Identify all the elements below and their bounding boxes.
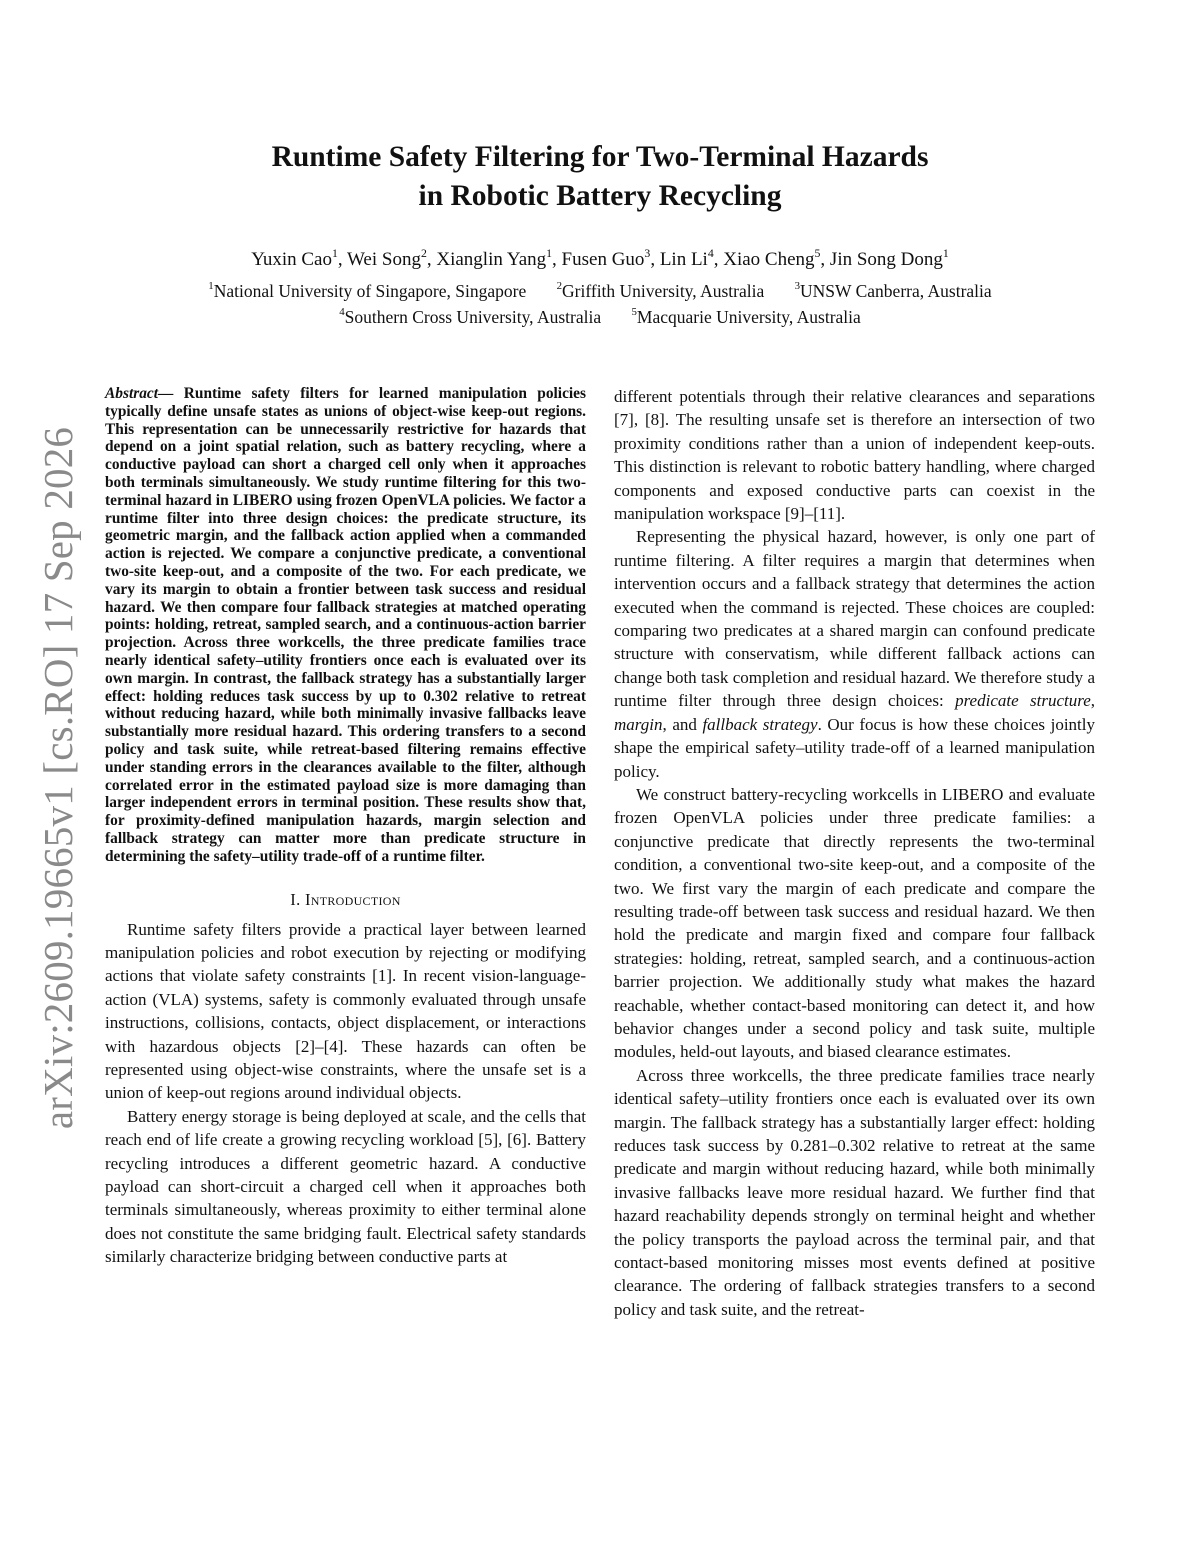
author: Yuxin Cao$^1$ — [251, 246, 338, 270]
affiliation: $^4$Southern Cross University, Australia — [339, 306, 602, 327]
affiliation: $^3$UNSW Canberra, Australia — [794, 280, 992, 301]
title-line-1: Runtime Safety Filtering for Two-Terminal Hazards — [271, 141, 929, 173]
affiliation-row — [60, 278, 1140, 304]
arxiv-identifier — [35, 426, 81, 1130]
section-heading-introduction: I. Introduction — [290, 889, 401, 909]
paragraph: different potentials through their relative clearances and separations [7], [8]. The resulting unsafe set is therefore an intersection of two proximity conditions rather than a union of independent keep-outs. This distinction is relevant to robotic battery handling, where charged components and exposed conductive parts can coexist in the manipulation workspace [9]–[11]. — [614, 387, 1095, 524]
author: Jin Song Dong$^1$ — [829, 246, 949, 270]
paper-title — [150, 138, 1050, 216]
paragraph: Across three workcells, the three predicate families trace nearly identical safety–utility frontiers once each is evaluated over its own margin. The fallback strategy has a substantially larger effect: holding reduces task success by 0.281–0.302 relative to retreat at the same predicate and margin without reducing hazard, while both minimally invasive fallbacks leave more residual hazard. We further find that hazard reachability depends strongly on terminal height and whether the policy transports the payload across the terminal pair, and that contact-based monitoring misses most events defined at positive clearance. The ordering of fallback strategies transfers to a second policy and task suite, and the retreat- — [614, 1065, 1095, 1319]
left-column — [105, 385, 586, 1269]
emphasis: margin — [614, 714, 663, 734]
paragraph: Representing the physical hazard, however, is only one part of runtime filtering. A filter requires a margin that determines when intervention occurs and a fallback strategy that determines the action executed when the command is rejected. These choices are coupled: comparing two predicates at a shared margin can confound predicate structure with conservatism, while different fallback actions can change both task completion and residual hazard. We therefore study a runtime filter through three design choices: predicate structure, margin, and fallback strategy. Our focus is how these choices jointly shape the empirical safety–utility trade-off of a learned manipulation policy. — [614, 527, 1095, 781]
abstract: Abstract— Runtime safety filters for learned manipulation policies typically define unsafe states as unions of object-wise keep-out regions. This representation can be unnecessarily restrictive for hazards that depend on a joint spatial relation, such as battery recycling, where a conductive payload can short a charged cell only when it approaches both terminals simultaneously. We study runtime filtering for this two-terminal hazard in LIBERO using frozen OpenVLA policies. We factor a runtime filter into three design choices: the predicate structure, its geometric margin, and the fallback action applied when a commanded action is rejected. We compare a conjunctive predicate, a conventional two-site keep-out, and a composite of the two. For each predicate, we vary its margin to obtain a frontier between task success and residual hazard. We then compare four fallback strategies at matched operating points: holding, retreat, sampled search, and a continuous-action barrier projection. Across three workcells, the three predicate families trace nearly identical safety–utility frontiers once each is evaluated over its own margin. In contrast, the fallback strategy has a substantially larger effect: holding reduces task success by up to 0.302 relative to retreat without reducing hazard, while both minimally invasive fallbacks leave substantially more residual hazard. This ordering transfers to a second policy and task suite, while retreat-based filtering remains effective under standing errors in the clearances available to the filter, although correlated error in the estimated payload size is more damaging than larger independent errors in terminal position. These results show that, for proximity-defined manipulation hazards, margin selection and fallback strategy can matter more than predicate structure in determining the safety–utility trade-off of a runtime filter. — [105, 385, 586, 865]
affiliation: $^1$National University of Singapore, Singapore — [208, 280, 527, 301]
author: Fusen Guo$^3$ — [561, 246, 651, 270]
introduction-body-right — [614, 385, 1095, 1321]
paragraph: We construct battery-recycling workcells in LIBERO and evaluate frozen OpenVLA policies under three predicate families: a conjunctive predicate that directly represents the two-terminal condition, a conventional two-site keep-out, and a composite of the two. We first vary the margin of each predicate and compare the resulting trade-off between task success and residual hazard. We then hold the predicate and margin fixed and compare four fallback strategies: holding, retreat, sampled search, and a continuous-action barrier projection. We additionally study what makes the hazard reachable, whether contact-based monitoring can detect it, and how behavior changes under a second policy and task suite, multiple modules, held-out layouts, and biased clearance estimates. — [614, 784, 1095, 1062]
affiliation-row — [60, 304, 1140, 330]
introduction-body-left — [105, 918, 586, 1269]
emphasis: predicate structure — [955, 691, 1091, 711]
abstract-text: Runtime safety filters for learned manipulation policies typically define unsafe states as unions of object-wise keep-out regions. This representation can be unnecessarily restrictive for hazards that depend on a joint spatial relation, such as battery recycling, where a conductive payload can short a charged cell only when it approaches both terminals simultaneously. We study runtime filtering for this two-terminal hazard in LIBERO using frozen OpenVLA policies. We factor a runtime filter into three design choices: the predicate structure, its geometric margin, and the fallback action applied when a commanded action is rejected. We compare a conjunctive predicate, a conventional two-site keep-out, and a composite of the two. For each predicate, we vary its margin to obtain a frontier between task success and residual hazard. We then compare four fallback strategies at matched operating points: holding, retreat, sampled search, and a continuous-action barrier projection. Across three workcells, the three predicate families trace nearly identical safety–utility frontiers once each is evaluated over its own margin. In contrast, the fallback strategy has a substantially larger effect: holding reduces task success by up to 0.302 relative to retreat without reducing hazard, while both minimally invasive fallbacks leave substantially more residual hazard. This ordering transfers to a second policy and task suite, while retreat-based filtering remains effective under standing errors in the clearances available to the filter, although correlated error in the estimated payload size is more damaging than larger independent errors in terminal position. These results show that, for proximity-defined manipulation hazards, margin selection and fallback strategy can matter more than predicate structure in determining the safety–utility trade-off of a runtime filter. — [105, 385, 586, 865]
right-column — [614, 385, 1095, 1321]
author: Lin Li$^4$ — [659, 246, 714, 270]
title-line-2: in Robotic Battery Recycling — [418, 180, 782, 212]
affiliation: $^2$Griffith University, Australia — [556, 280, 765, 301]
arxiv-identifier-text: arXiv:2609.19665v1 [cs.RO] 17 Sep 2026 — [35, 426, 81, 1130]
author: Xianglin Yang$^1$ — [436, 246, 553, 270]
paragraph: Battery energy storage is being deployed at scale, and the cells that reach end of life create a growing recycling workload [5], [6]. Battery recycling introduces a different geometric hazard. A conductive payload can short-circuit a charged cell when it approaches both terminals simultaneously, whereas proximity to either terminal alone does not constitute the same bridging fault. Electrical safety standards similarly characterize bridging between conductive parts at — [105, 1106, 586, 1267]
affiliations — [60, 278, 1140, 330]
paragraph: Runtime safety filters provide a practical layer between learned manipulation policies and robot execution by rejecting or modifying actions that violate safety constraints [1]. In recent vision-language-action (VLA) systems, safety is commonly evaluated through unsafe instructions, collisions, contacts, object displacement, or interactions with hazardous objects [2]–[4]. These hazards can often be represented using object-wise constraints, where the unsafe set is a union of keep-out regions around individual objects. — [105, 919, 586, 1103]
author: Xiao Cheng$^5$ — [723, 246, 821, 270]
abstract-label: Abstract — [105, 385, 159, 402]
emphasis: fallback strategy — [702, 714, 818, 734]
author: Wei Song$^2$ — [347, 246, 427, 270]
author-list: Yuxin Cao$^1$, Wei Song$^2$, Xianglin Yang$^1$, Fusen Guo$^3$, Lin Li$^4$, Xiao Cheng$^5$, Jin Song Dong$^1$ — [251, 246, 949, 270]
affiliation: $^5$Macquarie University, Australia — [631, 306, 861, 327]
